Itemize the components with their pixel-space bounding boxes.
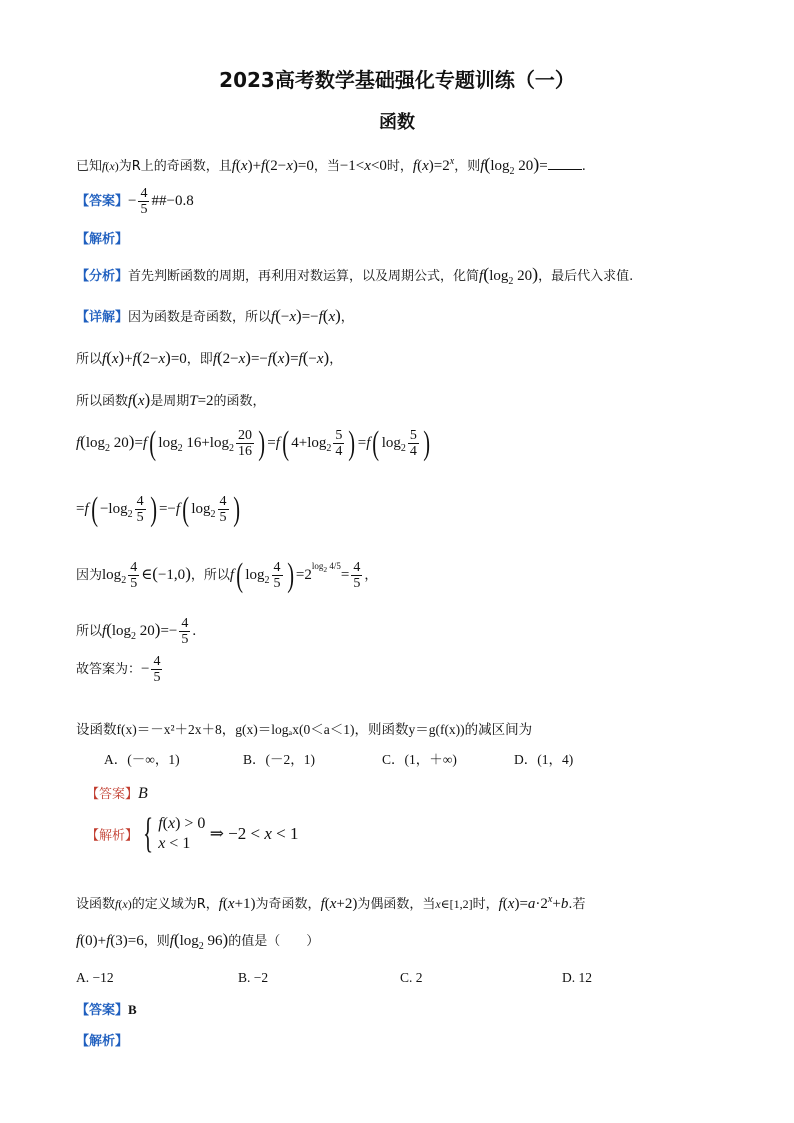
page-subtitle: 函数 [379,112,415,133]
q1-equation-2: $=f( -\log_2$ $\frac{4}{5}$ ) =−f( $\log_2$ $\frac{4}{5}$ ) [76,490,240,528]
q3-analysis-tag: 【解析】 [76,1034,129,1049]
q2-stem: 设函数f(x)＝－x²＋2x＋8，g(x)＝logₐx(0＜a＜1)，则函数y＝g(f(x))的减区间为 [76,722,533,737]
q3-option-b[interactable]: B. −2 [238,970,269,985]
q1-stem-text: 时， [386,159,413,174]
q1-detail-3: 所以函数f(x)是周期T=2的函数， [76,390,266,409]
q1-stem-text: ，则 [454,159,481,174]
q2-option-c[interactable]: C．(1，＋∞) [382,752,457,767]
q1-stem-text: 为R上的奇函数，且 [118,159,232,174]
q2-answer: 【答案】B [86,785,148,802]
q1-detail-2: 所以f(x)+f(2−x)=0，即f(2−x)=−f(x)=f(−x)， [76,348,343,367]
q1-stem-text: ，当 [313,159,340,174]
q3-option-a[interactable]: A. −12 [76,970,114,985]
q2-analysis: 【解析】 { f(x) > 0 x < 1 ⇒ −2 < x < 1 [86,811,299,857]
q2-option-a[interactable]: A．(－∞，1) [104,752,180,767]
q1-equation-1: $f(\log_2$ 20)=f( $\log_2 16+\log_2$ $\frac{20}{16}$ ) =f( $4+\log_2$ $\frac{5}{4}$ ) =f( $\log_2$ $\frac{5}{4}$ ) [76,424,430,462]
q1-answer: 【答案】− $\frac{4}{5}$ ##−0.8 [76,186,194,217]
q3-answer: 【答案】B [76,1002,137,1018]
q1-stem-text: 已知 [76,159,103,174]
answer-blank [548,157,582,170]
q3-stem-1: 设函数f(x)的定义域为R，f(x+1)为奇函数，f(x+2)为偶函数，当x∈[1,2]时，$f(x)=a\cdot 2^x+b$.若 [76,894,586,912]
page-title: 2023高考数学基础强化专题训练（一） [219,68,575,92]
q1-fenxi: 【分析】首先判断函数的周期，再利用对数运算，以及周期公式，化简$f(\log_2$ 20)，最后代入求值. [76,264,634,287]
q2-option-d[interactable]: D．(1，4) [514,752,574,767]
q1-final-answer: 故答案为：− $\frac{4}{5}$ [76,654,161,685]
q1-equation-4: 所以$f(\log_2$ 20)=− $\frac{4}{5}$ . [76,616,197,647]
q1-equation-3: 因为$\log_2$ $\frac{4}{5}$ ∈(−1,0)，所以f( $\log_2$ $\frac{4}{5}$ ) $=2^{log_2 4/5}=$ $\frac{4}{5}$ ， [76,556,378,594]
q1-stem: 已知f(x)为R上的奇函数，且f(x)+f(2−x)=0，当−1<x<0时，$f(x)=2^x$，则$f(\log_2$ 20)= . [76,154,586,177]
q1-detail-1: 【详解】因为函数是奇函数，所以f(−x)=−f(x)， [76,306,354,325]
q2-options [0,750,794,772]
q1-analysis-tag: 【解析】 [76,232,129,247]
q3-stem-2: f(0)+f(3)=6，则$f(\log_2$ 96)的值是（ ） [76,930,320,952]
q3-option-c[interactable]: C. 2 [400,970,423,985]
q2-option-b[interactable]: B．(－2，1) [243,752,315,767]
answer-tag: 【答案】 [76,194,129,209]
q3-option-d[interactable]: D. 12 [562,970,592,985]
q3-options [0,968,794,990]
